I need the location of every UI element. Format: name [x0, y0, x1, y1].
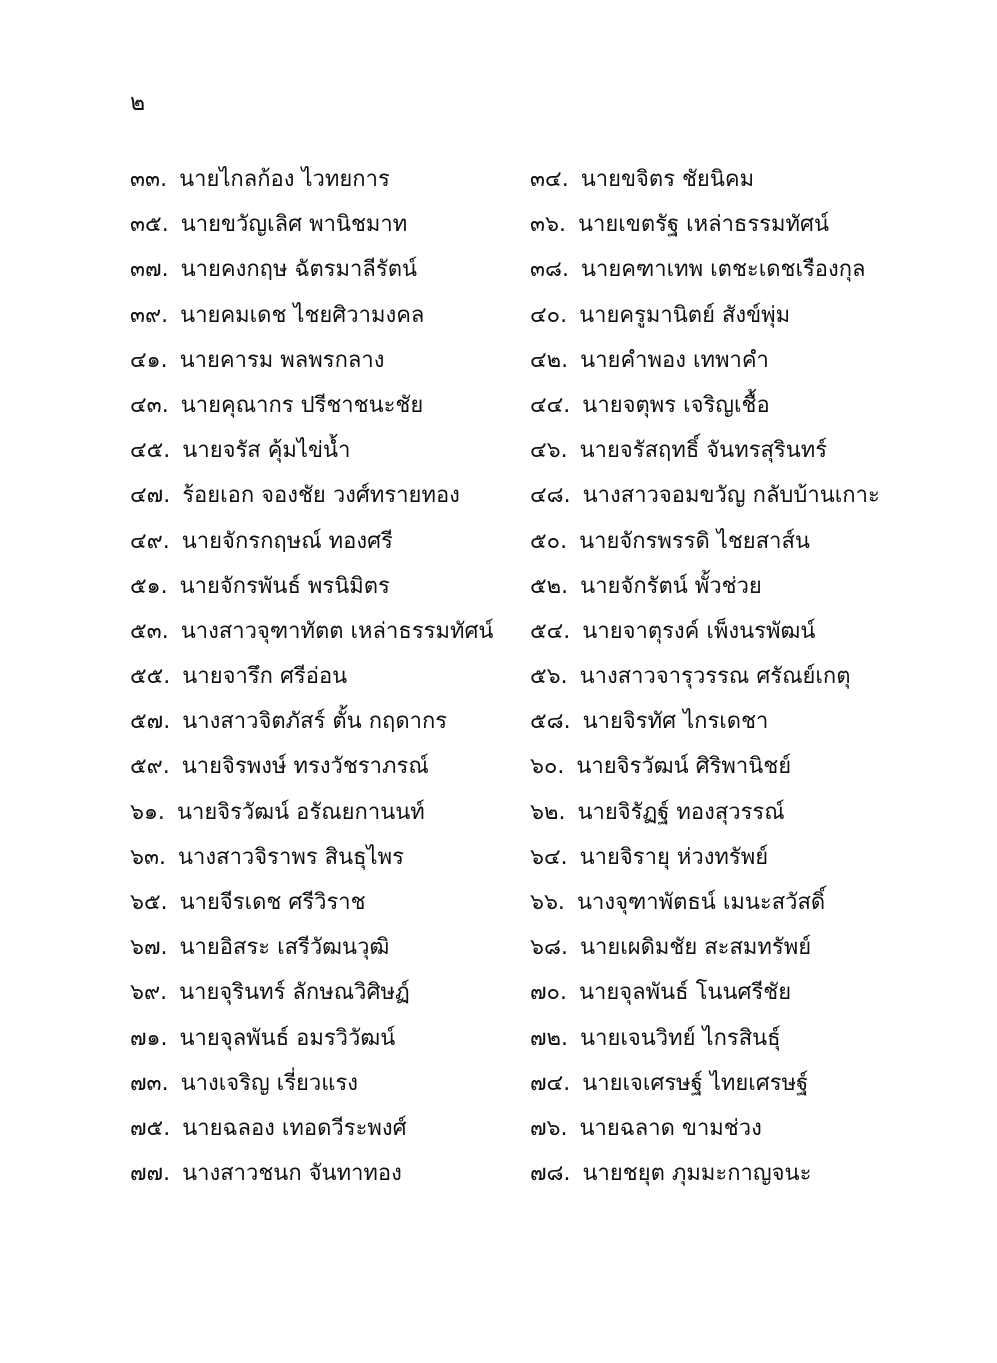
entry-number: ๕๖.: [530, 664, 568, 690]
list-item: [530, 433, 950, 478]
entry-name: นายอิสระ เสรีวัฒนวุฒิ: [179, 935, 390, 961]
list-item: [530, 704, 950, 749]
list-item: [130, 975, 530, 1020]
entry-number: ๗๐.: [530, 980, 567, 1006]
entry-name: นายชยุต ภุมมะกาญจนะ: [582, 1161, 812, 1187]
list-item: [130, 659, 530, 704]
entry-name: นางเจริญ เรี่ยวแรง: [180, 1070, 358, 1096]
entry-number: ๗๖.: [530, 1115, 568, 1141]
name-list: [130, 162, 950, 1201]
entry-name: นายขจิตร ชัยนิคม: [580, 167, 755, 192]
list-item: [530, 659, 950, 704]
entry-number: ๕๓.: [130, 618, 169, 644]
entry-name: นายจักรพรรดิ ไชยสาส์น: [579, 528, 810, 554]
entry-name: นายจักรัตน์ พั้วช่วย: [580, 573, 762, 599]
entry-number: ๗๕.: [130, 1115, 171, 1141]
entry-name: นางสาวชนก จันทาทอง: [182, 1161, 402, 1187]
list-item: [130, 614, 530, 659]
entry-number: ๕๑.: [130, 573, 168, 599]
list-item: [530, 162, 950, 207]
entry-name: ร้อยเอก จองชัย วงศ์ทรายทอง: [182, 483, 460, 509]
entry-name: นายจิรายุ ห่วงทรัพย์: [579, 844, 769, 870]
entry-name: นายคุณากร ปรีชาชนะชัย: [180, 392, 424, 418]
entry-number: ๖๑.: [130, 799, 165, 825]
entry-number: ๔๙.: [130, 528, 170, 554]
entry-number: ๓๗.: [130, 257, 169, 283]
entry-number: ๔๖.: [530, 438, 568, 464]
entry-number: ๕๕.: [130, 664, 171, 690]
entry-number: ๗๑.: [130, 1025, 168, 1051]
list-item: [530, 749, 950, 794]
entry-number: ๖๘.: [530, 935, 568, 961]
entry-name: นายจุรินทร์ ลักษณวิศิษฏ์: [179, 980, 410, 1006]
entry-name: นายไกลก้อง ไวทยการ: [179, 167, 390, 192]
entry-number: ๔๘.: [530, 483, 571, 509]
list-item: [530, 1156, 950, 1201]
entry-name: นายเจนวิทย์ ไกรสินธุ์: [580, 1025, 781, 1051]
entry-number: ๔๑.: [130, 347, 168, 373]
entry-number: ๕๒.: [530, 573, 569, 599]
entry-number: ๖๙.: [130, 980, 168, 1006]
list-item: [130, 207, 530, 252]
entry-name: นายจรัสฤทธิ์ จันทรสุรินทร์: [579, 438, 828, 464]
entry-name: นายเจเศรษฐ์ ไทยเศรษฐ์: [582, 1070, 809, 1096]
entry-name: นายจารึก ศรีอ่อน: [182, 664, 348, 690]
entry-name: นายครูมานิตย์ สังข์พุ่ม: [579, 302, 791, 328]
list-item: [530, 1066, 950, 1111]
entry-name: นายจิรทัศ ไกรเดชา: [582, 709, 769, 735]
entry-number: ๔๕.: [130, 438, 171, 464]
entry-name: นายฉลอง เทอดวีระพงศ์: [182, 1115, 407, 1141]
list-item: [530, 1021, 950, 1066]
list-item: [130, 343, 530, 388]
list-item: [130, 1156, 530, 1201]
entry-name: นายจิรพงษ์ ทรงวัชราภรณ์: [181, 754, 429, 780]
entry-number: ๓๔.: [530, 167, 569, 192]
page-number: ๒: [130, 90, 146, 116]
entry-name: นายขวัญเลิศ พานิชมาท: [180, 212, 408, 238]
entry-name: นางสาวจารุวรรณ ศรัณย์เกตุ: [579, 664, 851, 690]
entry-number: ๗๘.: [530, 1161, 571, 1187]
entry-name: นายคมเดช ไชยศิวามงคล: [180, 302, 425, 328]
entry-name: นายจีรเดช ศรีวิราช: [179, 890, 366, 915]
entry-number: ๕๙.: [130, 754, 170, 780]
list-item: [130, 885, 530, 930]
list-item: [530, 252, 950, 297]
entry-name: นายจุลพันธ์ โนนศรีชัย: [578, 980, 792, 1006]
list-item: [130, 252, 530, 297]
list-item: [130, 524, 530, 569]
list-item: [130, 162, 530, 207]
entry-number: ๓๓.: [130, 167, 168, 192]
entry-number: ๕๘.: [530, 709, 571, 735]
entry-name: นางสาวจอมขวัญ กลับบ้านเกาะ: [582, 483, 880, 509]
list-item: [130, 433, 530, 478]
list-item: [130, 704, 530, 749]
entry-name: นางสาวจิราพร สินธุไพร: [178, 844, 404, 870]
entry-name: นายคำพอง เทพาคำ: [580, 347, 769, 373]
entry-number: ๓๘.: [530, 257, 570, 283]
list-item: [530, 930, 950, 975]
entry-name: นายจักรกฤษณ์ ทองศรี: [181, 528, 393, 554]
entry-number: ๕๐.: [530, 528, 568, 554]
entry-number: ๗๗.: [130, 1161, 171, 1187]
list-item: [530, 207, 950, 252]
list-item: [130, 478, 530, 523]
entry-number: ๔๒.: [530, 347, 569, 373]
list-item: [530, 885, 950, 930]
entry-name: นายจาตุรงค์ เพ็งนรพัฒน์: [582, 618, 816, 644]
entry-number: ๗๒.: [530, 1025, 569, 1051]
list-item: [530, 388, 950, 433]
entry-name: นายจักรพันธ์ พรนิมิตร: [179, 573, 390, 599]
list-item: [530, 569, 950, 614]
entry-number: ๖๐.: [530, 754, 565, 780]
entry-number: ๗๔.: [530, 1070, 571, 1096]
entry-number: ๓๖.: [530, 212, 566, 238]
entry-number: ๓๕.: [130, 212, 169, 238]
entry-number: ๖๗.: [130, 935, 168, 961]
list-item: [130, 749, 530, 794]
list-item: [130, 1111, 530, 1156]
entry-name: นายจุลพันธ์ อมรวิวัฒน์: [179, 1025, 396, 1051]
entry-name: นายเผดิมชัย สะสมทรัพย์: [579, 935, 812, 961]
entry-number: ๕๔.: [530, 618, 571, 644]
entry-number: ๗๓.: [130, 1070, 169, 1096]
entry-name: นายจตุพร เจริญเชื้อ: [582, 392, 770, 418]
list-item: [130, 388, 530, 433]
list-item: [130, 298, 530, 343]
list-item: [130, 840, 530, 885]
entry-number: ๕๗.: [130, 709, 171, 735]
entry-number: ๓๙.: [130, 302, 169, 328]
entry-number: ๔๗.: [130, 483, 171, 509]
list-item: [530, 795, 950, 840]
list-item: [130, 1021, 530, 1066]
list-item: [530, 614, 950, 659]
list-item: [530, 1111, 950, 1156]
list-item: [130, 930, 530, 975]
entry-name: นางจุฑาพัตธน์ เมนะสวัสดิ์: [576, 890, 826, 915]
list-item: [530, 298, 950, 343]
entry-name: นายคารม พลพรกลาง: [179, 347, 385, 373]
list-item: [530, 478, 950, 523]
list-item: [530, 343, 950, 388]
entry-number: ๖๖.: [530, 890, 565, 915]
list-item: [530, 840, 950, 885]
list-item: [530, 524, 950, 569]
entry-name: นายจิรัฏฐ์ ทองสุวรรณ์: [577, 799, 785, 825]
entry-name: นายคงกฤษ ฉัตรมาลีรัตน์: [180, 257, 418, 283]
entry-number: ๖๕.: [130, 890, 168, 915]
entry-number: ๖๔.: [530, 844, 568, 870]
list-item: [130, 569, 530, 614]
list-item: [130, 795, 530, 840]
entry-name: นายจิรวัฒน์ อรัณยกานนท์: [176, 799, 425, 825]
entry-name: นายจิรวัฒน์ ศิริพานิชย์: [576, 754, 792, 780]
entry-name: นายจรัส คุ้มไข่น้ำ: [182, 438, 351, 464]
entry-name: นางสาวจิตภัสร์ ตั้น กฤดากร: [182, 709, 448, 735]
entry-name: นางสาวจุฑาทัตต เหล่าธรรมทัศน์: [180, 618, 494, 644]
entry-number: ๔๓.: [130, 392, 169, 418]
entry-name: นายเขตรัฐ เหล่าธรรมทัศน์: [578, 212, 830, 238]
list-item: [130, 1066, 530, 1111]
entry-number: ๖๓.: [130, 844, 166, 870]
list-item: [530, 975, 950, 1020]
entry-number: ๔๐.: [530, 302, 568, 328]
entry-name: นายฉลาด ขามช่วง: [579, 1115, 762, 1141]
entry-name: นายคฑาเทพ เตชะเดชเรืองกุล: [581, 257, 866, 283]
entry-number: ๖๒.: [530, 799, 566, 825]
entry-number: ๔๔.: [530, 392, 571, 418]
